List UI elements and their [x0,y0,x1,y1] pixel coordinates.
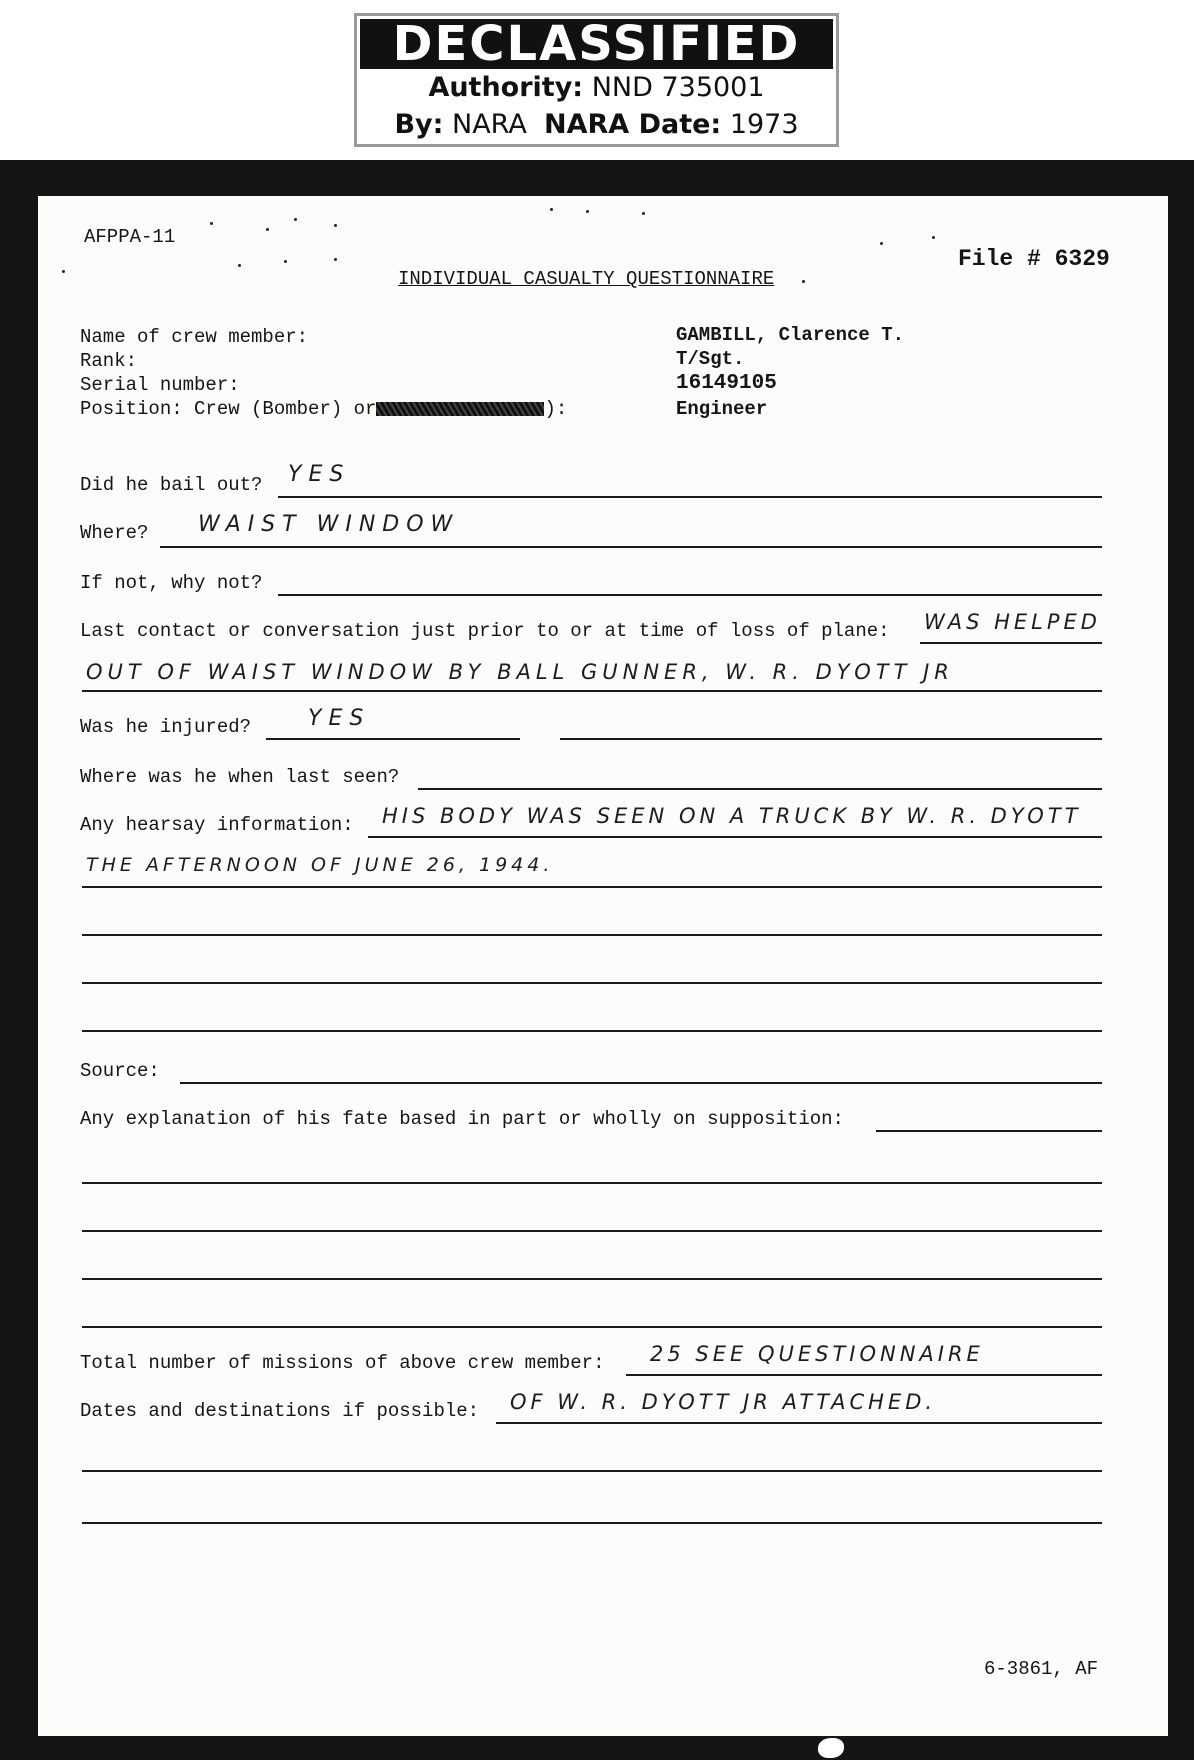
contact-answer-1: WAS HELPED [924,610,1101,634]
redaction-bar [376,402,544,416]
last-seen-line [418,788,1102,790]
dates-line [496,1422,1102,1424]
injured-answer: YES [308,706,371,731]
footer-code: 6-3861, AF [984,1658,1099,1680]
where-label: Where? [80,522,149,544]
dates-blank-line-2 [82,1522,1102,1524]
source-label: Source: [80,1060,160,1082]
scan-blemish [818,1738,844,1758]
stamp-by-date: By: NARA NARA Date: 1973 [394,109,799,140]
contact-line-2 [82,690,1102,692]
stamp-authority: Authority: NND 735001 [428,72,765,103]
hearsay-line-1 [368,836,1102,838]
missions-label: Total number of missions of above crew member: [80,1352,605,1374]
contact-line-1 [920,642,1102,644]
name-label: Name of crew member: [80,326,309,348]
where-line [160,546,1102,548]
bail-line [278,496,1102,498]
hearsay-line-2 [82,886,1102,888]
hearsay-label: Any hearsay information: [80,814,354,836]
serial-label: Serial number: [80,374,240,396]
stamp-title: DECLASSIFIED [360,19,833,69]
serial-value: 16149105 [676,372,777,395]
blank-line-3 [82,1030,1102,1032]
file-number: File # 6329 [958,246,1110,272]
missions-answer: 25 SEE QUESTIONNAIRE [650,1342,984,1366]
dates-label: Dates and destinations if possible: [80,1400,480,1422]
bail-answer: YES [288,462,351,487]
dates-answer: OF W. R. DYOTT JR ATTACHED. [510,1390,937,1414]
source-line [180,1082,1102,1084]
rank-label: Rank: [80,350,138,372]
name-value: GAMBILL, Clarence T. [676,324,905,346]
explanation-line-3 [82,1230,1102,1232]
blank-line-2 [82,982,1102,984]
last-seen-label: Where was he when last seen? [80,766,400,788]
explanation-label: Any explanation of his fate based in part or wholly on supposition: [80,1108,844,1130]
injured-line-a [266,738,520,740]
injured-label: Was he injured? [80,716,252,738]
dates-blank-line-1 [82,1470,1102,1472]
explanation-line-2 [82,1182,1102,1184]
explanation-line-4 [82,1278,1102,1280]
position-value: Engineer [676,398,768,420]
missions-line [626,1374,1102,1376]
rank-value: T/Sgt. [676,348,745,370]
explanation-line-5 [82,1326,1102,1328]
explanation-line-1 [876,1130,1102,1132]
form-title: INDIVIDUAL CASUALTY QUESTIONNAIRE [398,268,775,290]
position-label: Position: Crew (Bomber) or ): [80,398,568,420]
questionnaire-page [38,196,1168,1736]
where-answer: WAIST WINDOW [198,512,460,537]
why-not-line [278,594,1102,596]
form-id: AFPPA-11 [84,226,176,248]
hearsay-answer-1: HIS BODY WAS SEEN ON A TRUCK BY W. R. DYOTT [382,804,1082,828]
contact-answer-2: OUT OF WAIST WINDOW BY BALL GUNNER, W. R. DYOTT JR [86,660,954,684]
hearsay-answer-2: THE AFTERNOON OF JUNE 26, 1944. [86,854,554,876]
injured-line-b [560,738,1102,740]
contact-label: Last contact or conversation just prior to or at time of loss of plane: [80,620,890,642]
declassified-stamp [354,13,839,147]
bail-label: Did he bail out? [80,474,263,496]
blank-line-1 [82,934,1102,936]
why-not-label: If not, why not? [80,572,263,594]
